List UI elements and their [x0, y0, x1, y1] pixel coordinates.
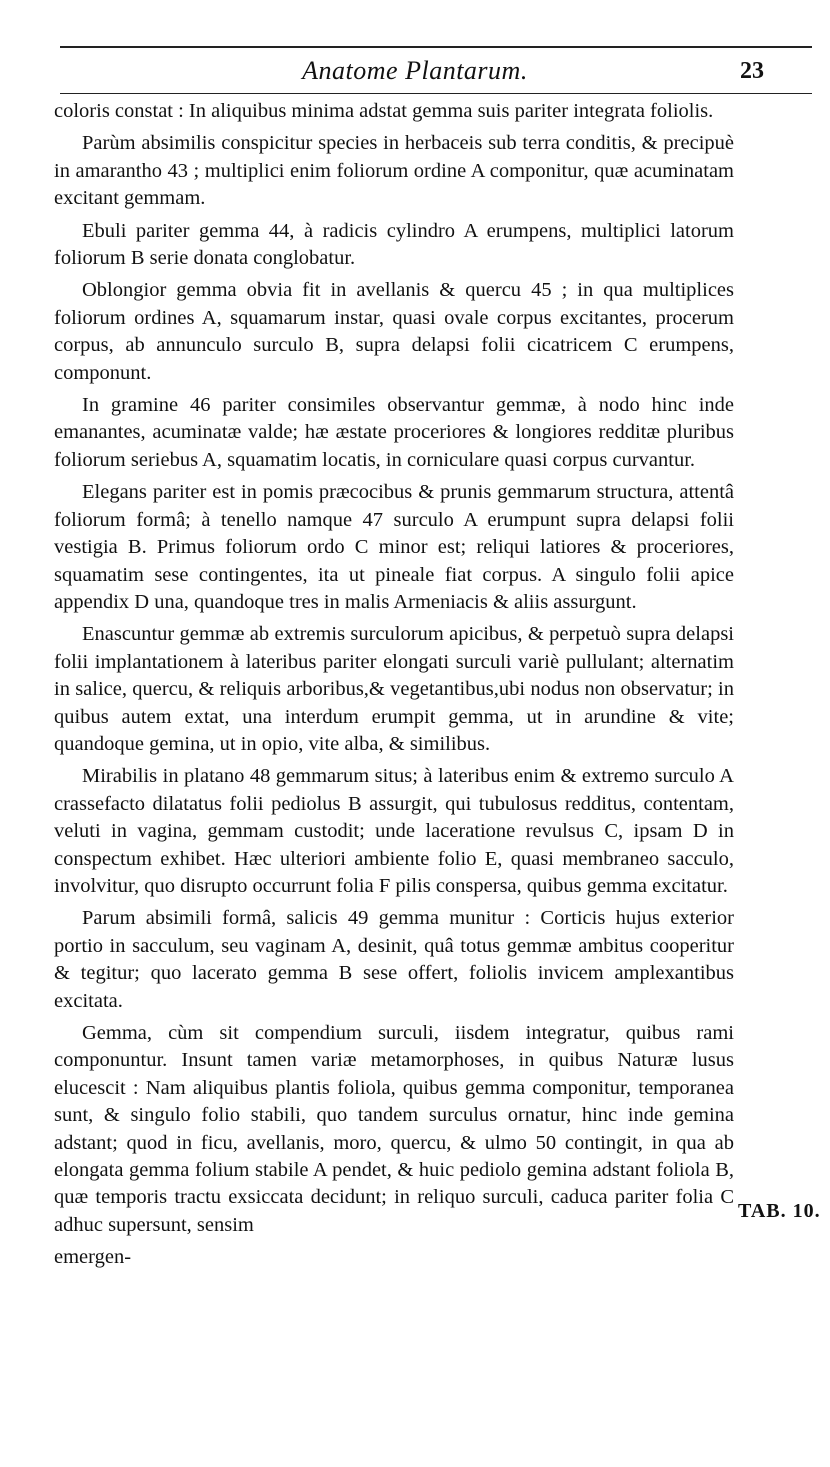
- page-number: 23: [740, 58, 764, 84]
- page-title: Anatome Plantarum.: [302, 56, 528, 85]
- paragraph: Parum absimili formâ, salicis 49 gemma munitur : Corticis hujus exterior portio in sacculum, seu vaginam A, desinit, quâ totus gemmæ ambitus cooperitur & tegitur; quo lacerato gemma B sese offert, foliolis invicem amplexantibus excitata.: [54, 907, 734, 1012]
- running-head: [0, 52, 830, 92]
- paragraph: coloris constat : In aliquibus minima adstat gemma suis pariter integrata foliolis.: [54, 100, 714, 122]
- body-text: [54, 98, 734, 1277]
- paragraph: Ebuli pariter gemma 44, à radicis cylindro A erumpens, multiplici latorum foliorum B serie donata conglobatur.: [54, 219, 734, 270]
- margin-note: TAB. 10.: [738, 1200, 821, 1222]
- paragraph: Parùm absimilis conspicitur species in herbaceis sub terra conditis, & precipuè in amarantho 43 ; multiplici enim foliorum ordine A componitur, quæ acuminatam excitant gemmam.: [54, 132, 734, 210]
- paragraph: Enascuntur gemmæ ab extremis surculorum apicibus, & perpetuò supra delapsi folii implantationem à lateribus pariter elongati surculi variè pullulant; alternatim in salice, quercu, & reliquis arboribus,& vegetantibus,ubi nodus non observatur; in quibus autem extat, una interdum erumpit gemma, ut in arundine & vite; quandoque gemina, ut in opio, vite alba, & similibus.: [54, 623, 734, 755]
- catchword: emergen-: [54, 1246, 132, 1269]
- paragraph: Mirabilis in platano 48 gemmarum situs; à lateribus enim & extremo surculo A crassefacto dilatatus folii pediolus B assurgit, qui tubulosus redditus, contentam, veluti in vagina, gemmam custodit; unde laceratione revulsus C, ipsam D in conspectum exhibet. Hæc ulteriori ambiente folio E, quasi membraneo sacculo, involvitur, quo disrupto occurrunt folia F pilis conspersa, quibus gemma excitatur.: [54, 765, 734, 897]
- paragraph: In gramine 46 pariter consimiles observantur gemmæ, à nodo hinc inde emanantes, acuminatæ valde; hæ æstate proceriores & longiores redditæ pluribus foliorum seriebus A, squamatim locatis, in corniculare quasi corpus curvantur.: [54, 394, 734, 471]
- paragraph: Oblongior gemma obvia fit in avellanis & quercu 45 ; in qua multiplices foliorum ordines A, squamarum instar, quasi ovale corpus excitantes, procerum corpus, ab annunculo surculo B, supra delapsi folii cicatricem C erumpens, componunt.: [54, 279, 734, 384]
- header-rule-bottom: [60, 93, 812, 94]
- paragraph: Elegans pariter est in pomis præcocibus & prunis gemmarum structura, attentâ foliorum formâ; à tenello namque 47 surculo A erumpunt supra delapsi folii vestigia B. Primus foliorum ordo C minor est; reliqui latiores & proceriores, squamatim sese contingentes, ita ut pineale fiat corpus. A singulo folii apice appendix D una, quandoque tres in malis Armeniacis & aliis assurgunt.: [54, 481, 734, 613]
- header-rule-top: [60, 46, 812, 48]
- paragraph: Gemma, cùm sit compendium surculi, iisdem integratur, quibus rami componuntur. Insunt tamen variæ metamorphoses, in quibus Naturæ lusus elucescit : Nam aliquibus plantis foliola, quibus gemma componitur, temporanea sunt, & singulo folio stabili, quo tandem surculus ornatur, hinc inde gemina adstant; quod in ficu, avellanis, moro, quercu, & ulmo 50 contingit, in qua ab elongata gemma folium stabile A pendet, & huic pediolo gemina adstant foliola B, quæ temporis tractu exsiccata decidunt; in reliquo surculi, caduca pariter folia C adhuc supersunt, sensim: [54, 1022, 734, 1236]
